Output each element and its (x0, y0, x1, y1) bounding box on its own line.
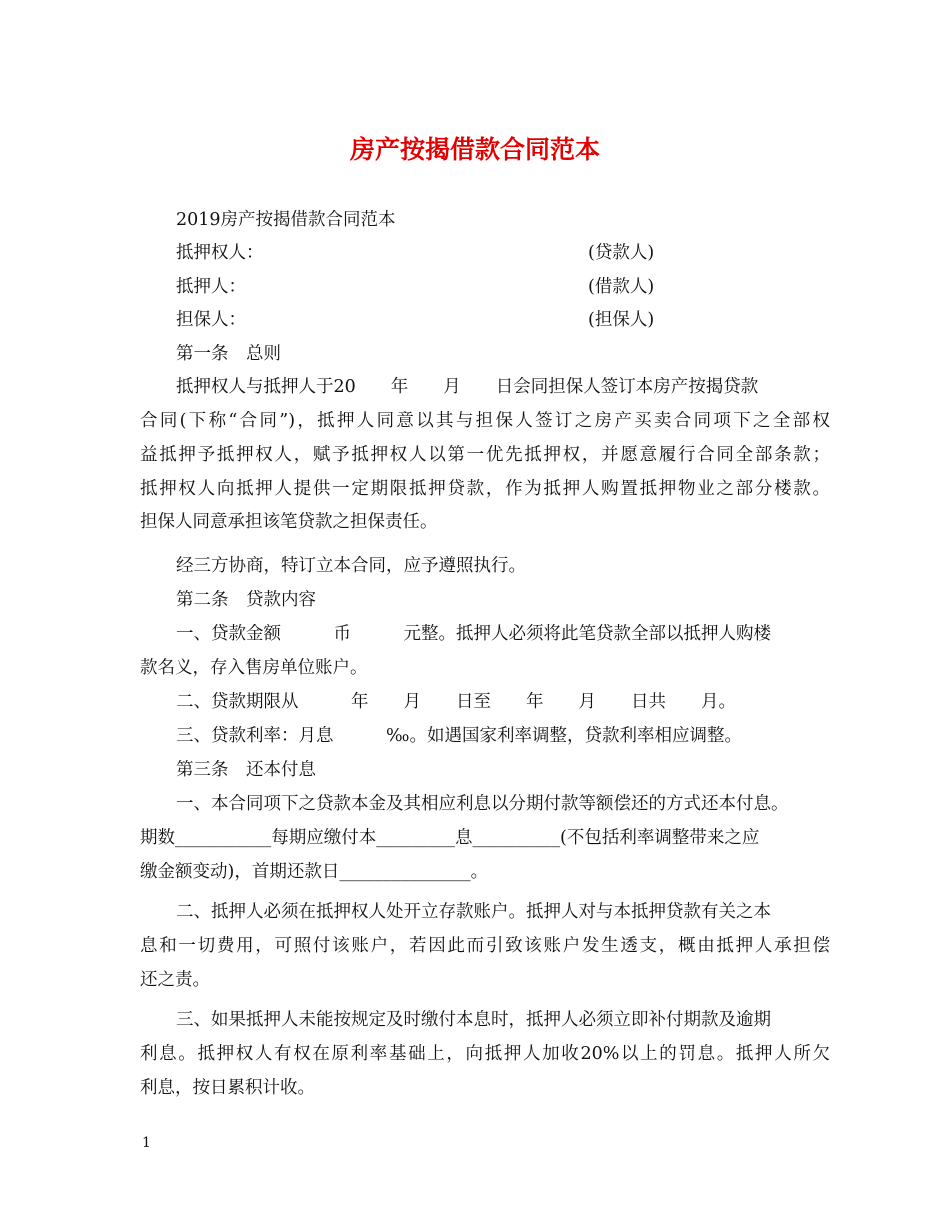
article-heading: 第一条 总则 (176, 344, 281, 364)
party-role-guarantor: (担保人) (588, 310, 655, 330)
paragraph-line: 担保人同意承担该笔贷款之担保责任。 (140, 512, 438, 532)
article-heading: 第二条 贷款内容 (176, 590, 316, 610)
party-mortgagor: 抵押人： (176, 277, 246, 297)
paragraph-line: 抵押权人与抵押人于20 年 月 日会同担保人签订本房产按揭贷款 (176, 377, 759, 397)
paragraph-line: 一、本合同项下之贷款本金及其相应利息以分期付款等额偿还的方式还本付息。 (176, 794, 789, 814)
paragraph-line: 三、贷款利率：月息 ‰。如遇国家利率调整，贷款利率相应调整。 (176, 726, 742, 746)
paragraph-line: 一、贷款金额 币 元整。抵押人必须将此笔贷款全部以抵押人购楼 (176, 624, 771, 644)
paragraph-line: 利息，按日累积计收。 (140, 1078, 315, 1098)
party-guarantor: 担保人： (176, 310, 246, 330)
paragraph-line: 利息。抵押权人有权在原利率基础上，向抵押人加收20%以上的罚息。抵押人所欠 (140, 1044, 830, 1064)
paragraph-line: 款名义，存入售房单位账户。 (140, 658, 368, 678)
paragraph-line: 抵押权人向抵押人提供一定期限抵押贷款，作为抵押人购置抵押物业之部分楼款。 (140, 479, 830, 499)
paragraph-line: 二、贷款期限从 年 月 日至 年 月 日共 月。 (176, 692, 736, 712)
paragraph-line: 益抵押予抵押权人，赋予抵押权人以第一优先抵押权，并愿意履行合同全部条款； (140, 445, 830, 465)
paragraph-line: 合同(下称“合同”)，抵押人同意以其与担保人签订之房产买卖合同项下之全部权 (140, 411, 830, 431)
subtitle: 2019房产按揭借款合同范本 (176, 210, 396, 230)
paragraph-line: 还之责。 (140, 970, 210, 990)
party-role-lender: (贷款人) (588, 243, 655, 263)
party-mortgagee: 抵押权人： (176, 243, 264, 263)
paragraph-line: 期数___________每期应缴付本_________息__________(不包括利率调整带来之应 (140, 828, 760, 848)
document-title: 房产按揭借款合同范本 (349, 135, 600, 164)
article-heading: 第三条 还本付息 (176, 760, 316, 780)
paragraph-line: 经三方协商，特订立本合同，应予遵照执行。 (176, 556, 526, 576)
paragraph-line: 缴金额变动)，首期还款日_______________。 (140, 862, 489, 882)
paragraph-line: 二、抵押人必须在抵押权人处开立存款账户。抵押人对与本抵押贷款有关之本 (176, 902, 771, 922)
party-role-borrower: (借款人) (588, 277, 655, 297)
paragraph-line: 息和一切费用，可照付该账户，若因此而引致该账户发生透支，概由抵押人承担偿 (140, 936, 830, 956)
page-number: 1 (142, 1135, 151, 1151)
paragraph-line: 三、如果抵押人未能按规定及时缴付本息时，抵押人必须立即补付期款及逾期 (176, 1010, 771, 1030)
